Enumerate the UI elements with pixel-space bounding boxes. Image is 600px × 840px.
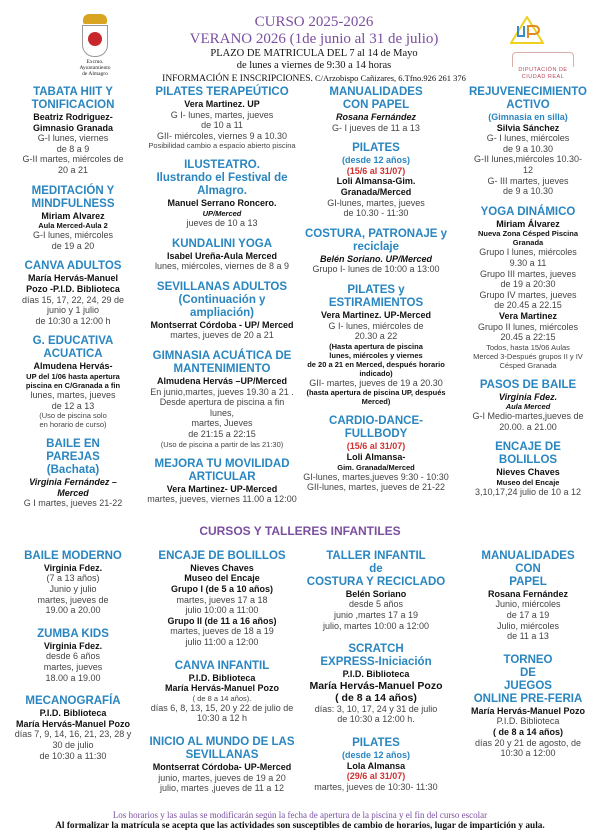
- course-title: MEJORA TU MOVILIDAD ARTICULAR: [154, 457, 290, 483]
- course-detail-line: martes, jueves de 18 a 19: [170, 626, 274, 637]
- course-detail-line: (Uso de piscina a partir de las 21:30): [160, 439, 284, 449]
- course-detail-line: martes, jueves, viernes 11.00 a 12:00: [147, 494, 297, 505]
- course-detail-line: Vera Martinez: [498, 310, 558, 321]
- course-detail-line: 19.00 a 20.00: [45, 605, 101, 616]
- crest-caption: Excmo. Ayuntamiento de Almagro: [79, 59, 111, 77]
- course-detail-line: julio, martes ,jueves de 11 a 12: [160, 783, 284, 794]
- course-title: BAILE MODERNO: [24, 549, 122, 562]
- course-detail-line: Merced 3-Después grupos II y IV: [473, 351, 583, 361]
- course-detail-line: ( de 8 a 14 años): [492, 727, 564, 738]
- course-detail-line: Almudena Hervás-: [33, 361, 113, 372]
- course-detail-line: P.I.D. Biblioteca: [342, 669, 410, 680]
- course-detail-line: Aula Merced-Aula 2: [38, 221, 108, 231]
- course-detail-line: Grupo I- lunes de 10:00 a 13:00: [312, 264, 440, 275]
- course-card: [455, 206, 600, 370]
- course-detail-line: G- I jueves de 11 a 13: [332, 122, 420, 133]
- course-title: SEVILLANAS ADULTOS (Continuación y ampliación): [156, 280, 288, 319]
- course-detail-line: de 20.45 a 22.15: [494, 300, 562, 311]
- adult-column-2: [147, 86, 297, 514]
- course-detail-line: Virginia Fernández –: [29, 477, 117, 488]
- course-detail-line: junio, martes, jueves de 19 a 20: [158, 772, 286, 783]
- course-detail-line: Belén Soriano: [345, 588, 407, 599]
- course-detail-line: UP del 1/06 hasta apertura: [26, 371, 120, 381]
- shield-icon: [82, 25, 108, 57]
- course-detail-line: en horario de curso): [39, 420, 107, 430]
- summer-title: VERANO 2026 (1de junio al 31 de julio): [189, 31, 439, 47]
- course-detail-line: 10:30 a 12:00: [500, 748, 556, 759]
- course-detail-line: (Hasta apertura de piscina: [329, 341, 423, 351]
- course-detail-line: martes, jueves de 10:30- 11:30: [314, 781, 438, 792]
- course-title: CANVA INFANTIL: [174, 659, 270, 672]
- kids-column-3: [301, 550, 451, 805]
- course-detail-line: GII- miércoles, viernes 9 a 10.30: [156, 130, 288, 141]
- course-detail-line: Virginia Fdez.: [498, 391, 558, 402]
- course-detail-line: Todos, hasta 15/06 Aulas: [486, 342, 570, 352]
- course-detail-line: lunes, miércoles, viernes de 8 a 9: [154, 261, 290, 272]
- course-detail-line: (desde 12 años): [341, 750, 411, 761]
- course-detail-line: 20.45 a 22:15: [500, 332, 556, 343]
- course-detail-line: Merced): [361, 397, 391, 407]
- course-detail-line: 18.00 a 19.00: [45, 672, 101, 683]
- course-detail-line: Belén Soriano. UP/Merced: [319, 253, 433, 264]
- course-detail-line: de 21:15 a 22:15: [188, 428, 256, 439]
- course-detail-line: G-I lunes, miércoles: [32, 230, 114, 241]
- course-detail-line: 20 a 21: [57, 164, 89, 175]
- universidad-popular-logo: [510, 16, 544, 44]
- flyer-header: [0, 14, 600, 86]
- course-title: MEDITACIÓN Y MINDFULNESS: [31, 184, 115, 210]
- course-detail-line: (29/6 al 31/07): [346, 771, 406, 782]
- course-detail-line: G-I lunes, viernes: [37, 133, 109, 144]
- info-line: [128, 72, 500, 85]
- course-detail-line: Nieves Chaves: [190, 562, 254, 573]
- course-detail-line: de 17 a 19: [506, 610, 550, 621]
- course-detail-line: martes, jueves de: [37, 594, 109, 605]
- diputacion-text: DIPUTACIÓN DE CIUDAD REAL: [518, 67, 568, 80]
- course-card: [301, 86, 451, 133]
- course-detail-line: de 10:30 a 12:00 h.: [337, 714, 415, 725]
- course-detail-line: G-I Medio-martes,jueves de: [472, 411, 584, 422]
- course-detail-line: julio 11:00 a 12:00: [185, 637, 259, 648]
- course-detail-line: Rosana Fernández: [335, 112, 417, 122]
- course-title: ENCAJE DE BOLILLOS: [495, 441, 561, 467]
- course-card: [3, 335, 143, 429]
- course-detail-line: Gim. Granada/Merced: [337, 462, 415, 472]
- course-detail-line: (hasta apertura de piscina UP, después: [306, 388, 446, 398]
- course-detail-line: Nueva Zona Césped Piscina: [477, 229, 579, 239]
- course-card: [301, 228, 451, 275]
- course-detail-line: UP/Merced: [202, 208, 242, 218]
- kids-courses-grid: [0, 550, 600, 806]
- course-title: REJUVENECIMIENTO ACTIVO: [468, 86, 587, 111]
- adult-column-4: [455, 86, 600, 507]
- course-title: PILATES y ESTIRAMIENTOS: [328, 283, 424, 309]
- course-detail-line: 20.00. a 21.00: [499, 421, 557, 432]
- course-detail-line: Gimnasio Granada: [32, 122, 114, 133]
- course-detail-line: GI-lunes, martes, jueves: [327, 197, 425, 208]
- course-detail-line: Beatriz Rodriguez-: [33, 112, 113, 122]
- course-card: [455, 550, 600, 642]
- course-card: [301, 284, 451, 406]
- course-detail-line: días: 3, 10, 17, 24 y 31 de julio: [314, 703, 438, 714]
- course-detail-line: Virginia Fdez.: [43, 562, 103, 573]
- course-detail-line: días 15, 17, 22, 24, 29 de: [21, 294, 125, 305]
- course-detail-line: G- I lunes, miércoles: [486, 133, 570, 144]
- course-detail-line: desde 5 años: [348, 599, 404, 610]
- course-card: [301, 550, 451, 631]
- course-card: [147, 350, 297, 449]
- course-detail-line: G-II martes, miércoles de: [22, 154, 124, 165]
- course-title: MECANOGRAFÍA: [25, 695, 121, 708]
- enrollment-disclaimer: Al formalizar la matrícula se acepta que las actividades son susceptibles de cambio de horarios, lugar de impartición y aula.: [55, 820, 545, 831]
- course-card: [3, 695, 143, 761]
- course-detail-line: G-II lunes,miércoles 10.30-: [473, 154, 583, 165]
- course-detail-line: G I- lunes, martes, jueves: [170, 109, 274, 120]
- course-detail-line: ( de 8 a 14 años).: [192, 693, 252, 703]
- course-detail-line: Loli Almansa-Gim. Granada/Merced: [336, 176, 416, 197]
- course-detail-line: (Uso de piscina solo: [39, 411, 107, 421]
- course-detail-line: de 10:30 a 11:30: [39, 750, 107, 761]
- kids-column-4: [455, 550, 600, 771]
- course-detail-line: Rosana Fernández: [487, 588, 569, 599]
- course-card: [455, 86, 600, 197]
- crown-icon: [83, 14, 107, 24]
- course-card: [147, 458, 297, 505]
- adult-courses-grid: [0, 86, 600, 518]
- course-detail-line: de 9 a 10.30: [502, 186, 554, 197]
- course-detail-line: martes, jueves: [43, 662, 103, 673]
- course-detail-line: Vera Martinez. UP: [184, 99, 260, 109]
- course-detail-line: martes, jueves de 20 a 21: [170, 330, 274, 341]
- course-card: [455, 441, 600, 497]
- course-detail-line: Grupo II lunes, miércoles: [477, 321, 579, 332]
- course-title: SCRATCH EXPRESS-Iniciación: [320, 643, 432, 669]
- course-detail-line: Virginia Fdez.: [43, 640, 103, 651]
- course-card: [147, 736, 297, 794]
- course-detail-line: Granada: [512, 238, 544, 248]
- course-detail-line: julio, martes 10:00 a 12:00: [322, 620, 430, 631]
- course-detail-line: Merced: [57, 487, 89, 498]
- course-detail-line: 12: [522, 164, 533, 175]
- course-detail-line: lunes, martes, jueves: [30, 389, 116, 400]
- course-detail-line: Manuel Serrano Roncero.: [167, 198, 277, 209]
- kids-column-2: [147, 550, 297, 806]
- course-detail-line: 10:30 a 12 h: [196, 713, 248, 724]
- course-detail-line: (Gimnasia en silla): [488, 112, 568, 122]
- course-title: CARDIO-DANCE-FULLBODY: [329, 415, 423, 441]
- course-detail-line: martes, Jueves: [191, 418, 253, 429]
- course-detail-line: junio y 1 julio: [46, 305, 100, 316]
- course-card: [147, 660, 297, 724]
- course-detail-line: En junio,martes, jueves 19.30 a 21 .: [150, 386, 294, 397]
- course-detail-line: (15/6 al 31/07): [346, 441, 406, 452]
- course-title: G. EDUCATIVA ACUATICA: [32, 335, 114, 361]
- course-card: [147, 159, 297, 228]
- course-detail-line: Julio, miércoles: [496, 620, 560, 631]
- course-title: KUNDALINI YOGA: [171, 237, 273, 250]
- course-card: [3, 628, 143, 683]
- kids-section-title: CURSOS Y TALLERES INFANTILES: [199, 523, 401, 538]
- course-detail-line: Nieves Chaves: [496, 467, 560, 478]
- diputacion-ciudad-real-logo: [508, 52, 578, 81]
- course-detail-line: G I- lunes, miércoles de: [328, 320, 424, 331]
- course-detail-line: Montserrat Córdoba - UP/ Merced: [150, 319, 294, 330]
- course-detail-line: desde 6 años: [45, 651, 101, 662]
- course-detail-line: Almudena Hervás –UP/Merced: [156, 375, 288, 386]
- course-card: [301, 415, 451, 492]
- course-detail-line: jueves de 10 a 13: [186, 217, 258, 228]
- course-detail-line: G I martes, jueves 21-22: [23, 498, 123, 509]
- course-title: PASOS DE BAILE: [479, 378, 577, 391]
- course-card: [147, 86, 297, 150]
- course-title: MANUALIDADES CON PAPEL: [329, 86, 423, 111]
- course-title: ILUSTEATRO. Ilustrando el Festival de Almagro.: [156, 159, 288, 198]
- course-detail-line: Grupo IV martes, jueves: [479, 289, 577, 300]
- course-detail-line: piscina en C/Granada a fin: [25, 380, 121, 390]
- course-detail-line: Grupo II (de 11 a 16 años): [167, 615, 277, 626]
- course-detail-line: Junio y julio: [49, 584, 97, 595]
- course-detail-line: Pozo -P.I.D. Biblioteca: [26, 283, 120, 294]
- course-detail-line: Césped Granada: [499, 360, 557, 370]
- course-detail-line: 3,10,17,24 julio de 10 a 12: [474, 487, 582, 498]
- course-title: PILATES: [352, 142, 400, 155]
- course-detail-line: días 20 y 21 de agosto, de: [474, 737, 582, 748]
- course-detail-line: de 10 a 11: [201, 120, 243, 131]
- course-detail-line: 30 de julio: [52, 740, 94, 750]
- course-title: TABATA HIIT Y TONIFICACION: [31, 86, 115, 111]
- course-title: ENCAJE DE BOLILLOS: [158, 549, 286, 562]
- enrollment-period: PLAZO DE MATRICULA DEL 7 al 14 de Mayo: [210, 48, 418, 59]
- course-detail-line: Grupo III martes, jueves: [479, 268, 577, 279]
- course-title: COSTURA, PATRONAJE y reciclaje: [304, 227, 448, 253]
- course-detail-line: días 6, 8, 13, 15, 20 y 22 de julio de: [150, 702, 294, 713]
- course-card: [3, 550, 143, 616]
- course-title: INICIO AL MUNDO DE LAS SEVILLANAS: [149, 736, 295, 761]
- course-detail-line: Grupo I lunes, miércoles: [479, 247, 577, 258]
- course-detail-line: P.I.D. Biblioteca: [188, 672, 256, 683]
- course-detail-line: de 12 a 13: [51, 400, 95, 411]
- course-detail-line: de 8 a 9: [56, 143, 90, 154]
- course-detail-line: (desde 12 años): [341, 155, 411, 166]
- course-title: PILATES: [352, 737, 400, 750]
- course-detail-line: de 19 a 20: [51, 240, 95, 251]
- course-detail-line: Vera Martinez- UP-Merced: [166, 483, 278, 494]
- course-detail-line: julio 10:00 a 11:00: [185, 605, 259, 616]
- course-title: GIMNASIA ACUÁTICA DE MANTENIMIENTO: [152, 349, 292, 375]
- course-detail-line: GII- martes, jueves de 19 a 20.30: [309, 377, 443, 388]
- course-detail-line: martes, jueves 17 a 18: [176, 594, 268, 605]
- course-detail-line: Montserrat Córdoba- UP-Merced: [152, 762, 292, 772]
- course-detail-line: 20.30 a 22: [354, 331, 398, 342]
- course-title: TALLER INFANTIL de COSTURA Y RECICLADO: [306, 549, 446, 588]
- course-detail-line: Aula Merced: [505, 402, 551, 412]
- course-detail-line: Posibilidad cambio a espacio abierto piscina: [148, 141, 296, 151]
- course-detail-line: indicado): [359, 368, 393, 378]
- course-detail-line: P.I.D. Biblioteca: [39, 708, 107, 719]
- course-detail-line: María Hervás-Manuel Pozo: [164, 683, 280, 694]
- schedule-note: Los horarios y las aulas se modificarán según la fecha de apertura de la piscina y el fin del curso escolar: [112, 809, 488, 820]
- course-detail-line: de 10.30 - 11:30: [343, 208, 409, 219]
- course-card: [3, 260, 143, 326]
- course-card: [147, 281, 297, 341]
- course-card: [301, 142, 451, 219]
- course-detail-line: Junio, miércoles: [495, 599, 561, 610]
- course-detail-line: María Hervás-Manuel Pozo: [309, 679, 443, 692]
- course-card: [3, 86, 143, 176]
- course-detail-line: GII-lunes, martes, jueves de 21-22: [306, 482, 446, 493]
- course-detail-line: Miriam Alvarez: [41, 210, 105, 221]
- course-title: PILATES TERAPEÚTICO: [155, 86, 289, 98]
- course-card: [3, 438, 143, 509]
- course-detail-line: de 10:30 a 12:00 h: [35, 315, 111, 326]
- almagro-coat-of-arms-logo: [70, 14, 120, 77]
- course-detail-line: de 19 a 20:30: [500, 279, 556, 290]
- course-detail-line: María Hervás-Manuel: [27, 273, 119, 284]
- building-icon: [512, 52, 574, 67]
- course-detail-line: María Hervás-Manuel Pozo: [470, 705, 586, 716]
- kids-column-1: [3, 550, 143, 773]
- course-card: [147, 238, 297, 272]
- course-title: ZUMBA KIDS: [37, 627, 109, 640]
- course-card: [3, 185, 143, 252]
- course-title: MANUALIDADES CON PAPEL: [481, 549, 575, 588]
- adult-column-3: [301, 86, 451, 502]
- course-detail-line: Loli Almansa-: [346, 451, 406, 462]
- course-detail-line: de 20 a 21 en Merced, después horario: [307, 359, 445, 369]
- course-detail-line: Miriam Álvarez: [496, 218, 560, 229]
- enrollment-hours: de lunes a viernes de 9:30 a 14 horas: [236, 60, 392, 71]
- course-title: BAILE EN PAREJAS (Bachata): [46, 438, 100, 477]
- course-detail-line: María Hervás-Manuel Pozo: [15, 718, 131, 729]
- course-detail-line: junio ,martes 17 a 19: [333, 610, 419, 621]
- course-detail-line: Museo del Encaje: [184, 573, 260, 584]
- course-detail-line: Grupo I (de 5 a 10 años): [170, 584, 274, 595]
- course-detail-line: Isabel Ureña-Aula Merced: [166, 250, 278, 261]
- course-detail-line: Desde apertura de piscina a fin lunes,: [159, 397, 285, 418]
- course-detail-line: de 9 a 10.30: [502, 143, 554, 154]
- adult-column-1: [3, 86, 143, 518]
- course-title: YOGA DINÁMICO: [480, 205, 576, 218]
- course-card: [301, 643, 451, 725]
- course-card: [455, 379, 600, 433]
- course-detail-line: (15/6 al 31/07): [346, 165, 406, 176]
- course-detail-line: Museo del Encaje: [496, 478, 560, 488]
- course-detail-line: Lola Almansa: [346, 760, 406, 771]
- course-detail-line: días 7, 9, 14, 16, 21, 23, 28 y: [14, 729, 132, 740]
- course-detail-line: Vera Martinez. UP-Merced: [320, 309, 432, 320]
- course-detail-line: GI-lunes, martes,jueves 9:30 - 10:30: [303, 471, 449, 482]
- course-detail-line: (7 a 13 años): [46, 573, 100, 584]
- course-detail-line: G- III martes, jueves: [487, 175, 569, 186]
- header-titles: [128, 14, 500, 85]
- course-title: CANVA ADULTOS: [24, 260, 122, 273]
- course-card: [147, 550, 297, 648]
- course-detail-line: P.I.D. Biblioteca: [496, 716, 560, 727]
- course-detail-line: 9.30 a 11: [509, 257, 547, 268]
- info-label: INFORMACIÓN E INSCRIPCIONES.: [162, 74, 313, 84]
- course-card: [301, 737, 451, 792]
- info-address: C/Arzobispo Cañizares, 6.Tfno.926 261 376: [312, 73, 466, 83]
- course-title: TORNEO DE JUEGOS ONLINE PRE-FERIA: [473, 653, 583, 705]
- course-year-title: CURSO 2025-2026: [254, 14, 374, 30]
- course-card: [455, 654, 600, 759]
- course-detail-line: ( de 8 a 14 años): [335, 691, 417, 704]
- course-detail-line: lunes, miércoles y viernes: [329, 350, 423, 360]
- course-detail-line: Silvia Sánchez: [496, 122, 560, 133]
- course-detail-line: de 11 a 13: [507, 631, 549, 642]
